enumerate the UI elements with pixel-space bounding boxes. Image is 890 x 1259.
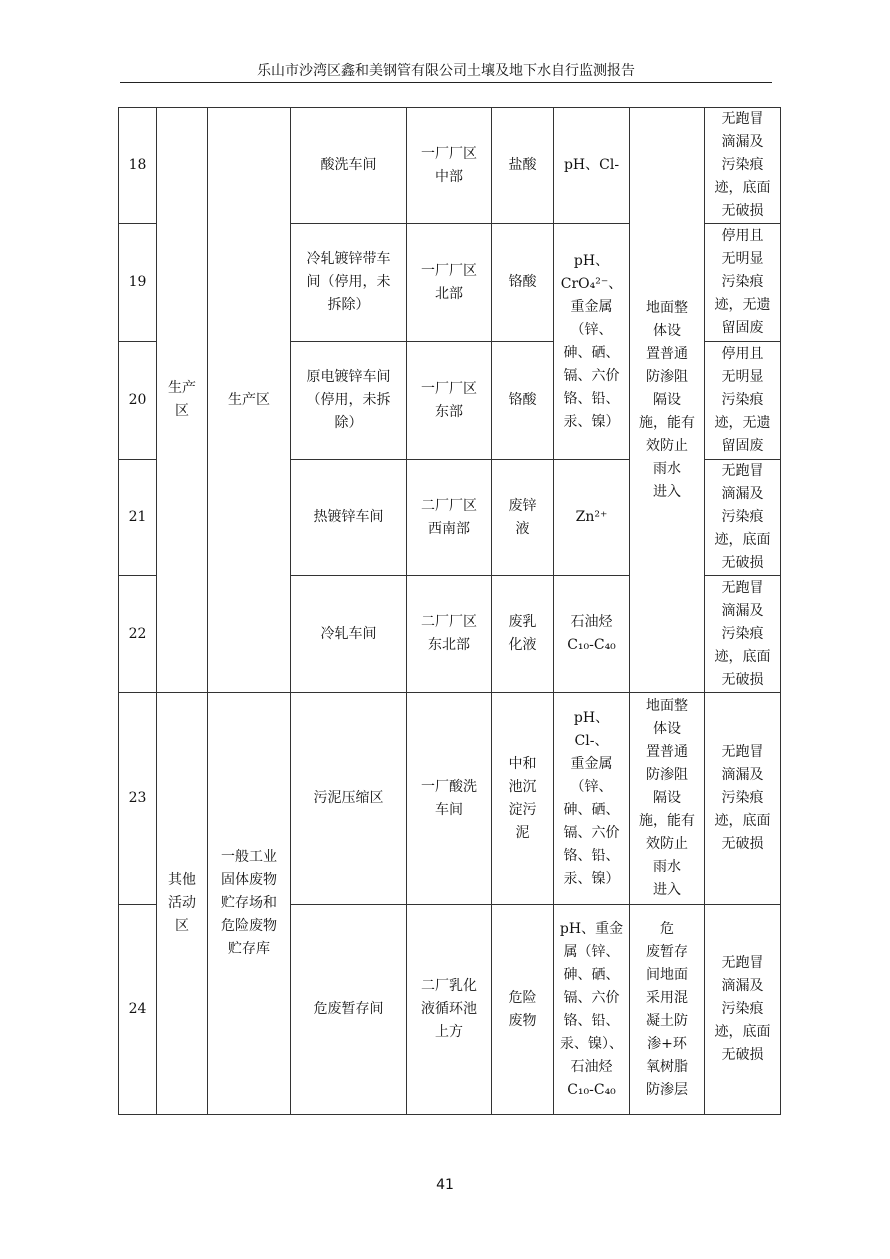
page-number: 41 bbox=[436, 1177, 454, 1193]
material-cell: 废乳 化液 bbox=[492, 576, 554, 693]
pollutant-cell: pH、 CrO₄²⁻、 重金属 （锌、 砷、硒、 镉、六价 铬、铅、 汞、镍） bbox=[554, 224, 630, 460]
location-cell: 一厂厂区 北部 bbox=[407, 224, 492, 342]
location-cell: 一厂酸洗 车间 bbox=[407, 693, 492, 905]
header-rule bbox=[120, 82, 772, 83]
material-cell: 盐酸 bbox=[492, 108, 554, 224]
location-cell: 一厂厂区 东部 bbox=[407, 342, 492, 460]
area-cell: 生产区 bbox=[208, 108, 291, 693]
pollutant-cell: pH、Cl- bbox=[554, 108, 630, 224]
facility-cell: 危废暂存间 bbox=[291, 905, 407, 1115]
material-cell: 危险 废物 bbox=[492, 905, 554, 1115]
zone-cell: 其他 活动 区 bbox=[157, 693, 208, 1115]
material-cell: 铬酸 bbox=[492, 224, 554, 342]
status-cell: 无跑冒 滴漏及 污染痕 迹，底面 无破损 bbox=[705, 108, 781, 224]
material-cell: 铬酸 bbox=[492, 342, 554, 460]
row-number: 24 bbox=[119, 905, 157, 1115]
pollutant-cell: 石油烃 C₁₀-C₄₀ bbox=[554, 576, 630, 693]
facility-cell: 热镀锌车间 bbox=[291, 460, 407, 576]
status-cell: 无跑冒 滴漏及 污染痕 迹，底面 无破损 bbox=[705, 905, 781, 1115]
material-cell: 中和 池沉 淀污 泥 bbox=[492, 693, 554, 905]
pollutant-cell: Zn²⁺ bbox=[554, 460, 630, 576]
pollutant-cell: pH、重金 属（锌、 砷、硒、 镉、六价 铬、铅、 汞、镍）、 石油烃 C₁₀-C₄₀ bbox=[554, 905, 630, 1115]
material-cell: 废锌 液 bbox=[492, 460, 554, 576]
status-cell: 无跑冒 滴漏及 污染痕 迹，底面 无破损 bbox=[705, 693, 781, 905]
facility-cell: 污泥压缩区 bbox=[291, 693, 407, 905]
location-cell: 二厂厂区 西南部 bbox=[407, 460, 492, 576]
status-cell: 停用且 无明显 污染痕 迹，无遗 留固废 bbox=[705, 224, 781, 342]
table-row bbox=[119, 693, 781, 905]
location-cell: 一厂厂区 中部 bbox=[407, 108, 492, 224]
report-header-title: 乐山市沙湾区鑫和美钢管有限公司土壤及地下水自行监测报告 bbox=[257, 63, 635, 79]
row-number: 23 bbox=[119, 693, 157, 905]
row-number: 22 bbox=[119, 576, 157, 693]
facility-cell: 冷轧镀锌带车 间（停用，未 拆除） bbox=[291, 224, 407, 342]
location-cell: 二厂厂区 东北部 bbox=[407, 576, 492, 693]
location-cell: 二厂乳化 液循环池 上方 bbox=[407, 905, 492, 1115]
monitoring-facility-table bbox=[118, 107, 781, 1115]
measure-cell: 危 废暂存 间地面 采用混 凝土防 渗+环 氧树脂 防渗层 bbox=[630, 905, 705, 1115]
facility-cell: 原电镀锌车间 （停用，未拆 除） bbox=[291, 342, 407, 460]
measure-cell: 地面整 体设 置普通 防渗阻 隔设 施，能有 效防止 雨水 进入 bbox=[630, 108, 705, 693]
status-cell: 无跑冒 滴漏及 污染痕 迹，底面 无破损 bbox=[705, 576, 781, 693]
facility-cell: 冷轧车间 bbox=[291, 576, 407, 693]
facility-cell: 酸洗车间 bbox=[291, 108, 407, 224]
row-number: 20 bbox=[119, 342, 157, 460]
row-number: 21 bbox=[119, 460, 157, 576]
measure-cell: 地面整 体设 置普通 防渗阻 隔设 施，能有 效防止 雨水 进入 bbox=[630, 693, 705, 905]
pollutant-cell: pH、Cl-、 重金属 （锌、 砷、硒、 镉、六价 铬、铅、 汞、镍） bbox=[554, 693, 630, 905]
row-number: 19 bbox=[119, 224, 157, 342]
row-number: 18 bbox=[119, 108, 157, 224]
table-row bbox=[119, 108, 781, 224]
status-cell: 停用且 无明显 污染痕 迹，无遗 留固废 bbox=[705, 342, 781, 460]
zone-cell: 生产 区 bbox=[157, 108, 208, 693]
area-cell: 一般工业 固体废物 贮存场和 危险废物 贮存库 bbox=[208, 693, 291, 1115]
status-cell: 无跑冒 滴漏及 污染痕 迹，底面 无破损 bbox=[705, 460, 781, 576]
